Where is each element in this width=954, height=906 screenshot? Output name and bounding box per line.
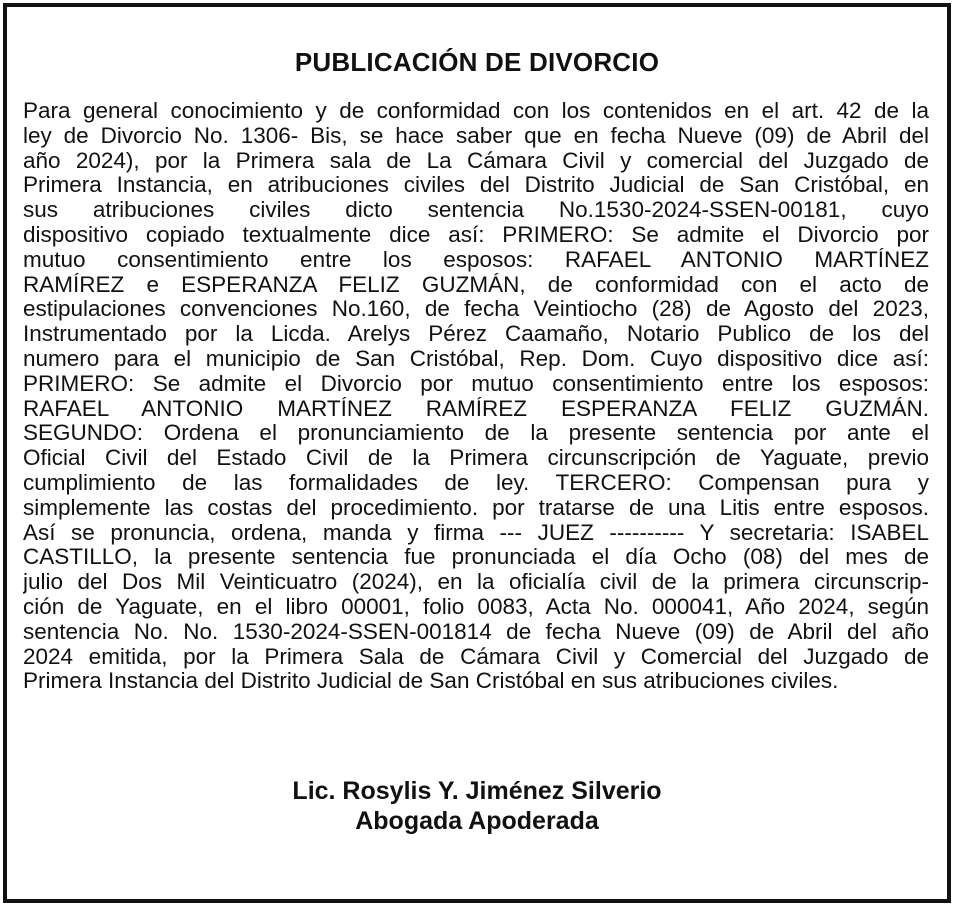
notice-title: PUBLICACIÓN DE DIVORCIO bbox=[294, 47, 660, 77]
body-line: simplemente las costas del procedimiento. por tratarse de una Litis entre esposos. bbox=[23, 495, 929, 520]
signature-role: Abogada Apoderada bbox=[355, 807, 599, 835]
body-line: ción de Yaguate, en el libro 00001, folio 0083, Acta No. 000041, Año 2024, según bbox=[23, 594, 929, 619]
body-line: CASTILLO, la presente sentencia fue pronunciada el día Ocho (08) del mes de bbox=[23, 545, 929, 570]
body-line: RAMÍREZ e ESPERANZA FELIZ GUZMÁN, de conformidad con el acto de bbox=[23, 272, 929, 297]
body-line: Oficial Civil del Estado Civil de la Primera circunscripción de Yaguate, previo bbox=[23, 446, 929, 471]
body-line: Para general conocimiento y de conformidad con los contenidos en el art. 42 de la bbox=[23, 99, 929, 123]
notice-frame bbox=[3, 3, 951, 903]
notice-body bbox=[23, 99, 929, 694]
signature-name: Lic. Rosylis Y. Jiménez Silverio bbox=[292, 777, 662, 805]
body-line: RAFAEL ANTONIO MARTÍNEZ RAMÍREZ ESPERANZA FELIZ GUZMÁN. bbox=[23, 396, 929, 421]
body-line: mutuo consentimiento entre los esposos: RAFAEL ANTONIO MARTÍNEZ bbox=[23, 247, 929, 272]
body-line: Así se pronuncia, ordena, manda y firma --- JUEZ ---------- Y secretaria: ISABEL bbox=[23, 520, 929, 545]
body-line: sus atribuciones civiles dicto sentencia No.1530-2024-SSEN-00181, cuyo bbox=[23, 198, 929, 223]
body-line: 2024 emitida, por la Primera Sala de Cámara Civil y Comercial del Juzgado de bbox=[23, 644, 929, 669]
body-line: año 2024), por la Primera sala de La Cámara Civil y comercial del Juzgado de bbox=[23, 148, 929, 173]
body-line: PRIMERO: Se admite el Divorcio por mutuo consentimiento entre los esposos: bbox=[23, 371, 929, 396]
body-line: sentencia No. No. 1530-2024-SSEN-001814 de fecha Nueve (09) de Abril del año bbox=[23, 619, 929, 644]
body-line: Primera Instancia del Distrito Judicial de San Cristóbal en sus atribuciones civiles. bbox=[23, 669, 839, 694]
body-line: julio del Dos Mil Veinticuatro (2024), en la oficialía civil de la primera circunscrip- bbox=[23, 570, 929, 595]
body-line: estipulaciones convenciones No.160, de fecha Veintiocho (28) de Agosto del 2023, bbox=[23, 297, 929, 322]
body-line: Primera Instancia, en atribuciones civiles del Distrito Judicial de San Cristóbal, en bbox=[23, 173, 929, 198]
body-line: numero para el municipio de San Cristóbal, Rep. Dom. Cuyo dispositivo dice así: bbox=[23, 346, 929, 371]
body-line: Instrumentado por la Licda. Arelys Pérez Caamaño, Notario Publico de los del bbox=[23, 322, 929, 347]
body-line: cumplimiento de las formalidades de ley. TERCERO: Compensan pura y bbox=[23, 470, 929, 495]
body-line: dispositivo copiado textualmente dice así: PRIMERO: Se admite el Divorcio por bbox=[23, 222, 929, 247]
body-line: ley de Divorcio No. 1306- Bis, se hace saber que en fecha Nueve (09) de Abril del bbox=[23, 123, 929, 148]
body-line: SEGUNDO: Ordena el pronunciamiento de la presente sentencia por ante el bbox=[23, 421, 929, 446]
